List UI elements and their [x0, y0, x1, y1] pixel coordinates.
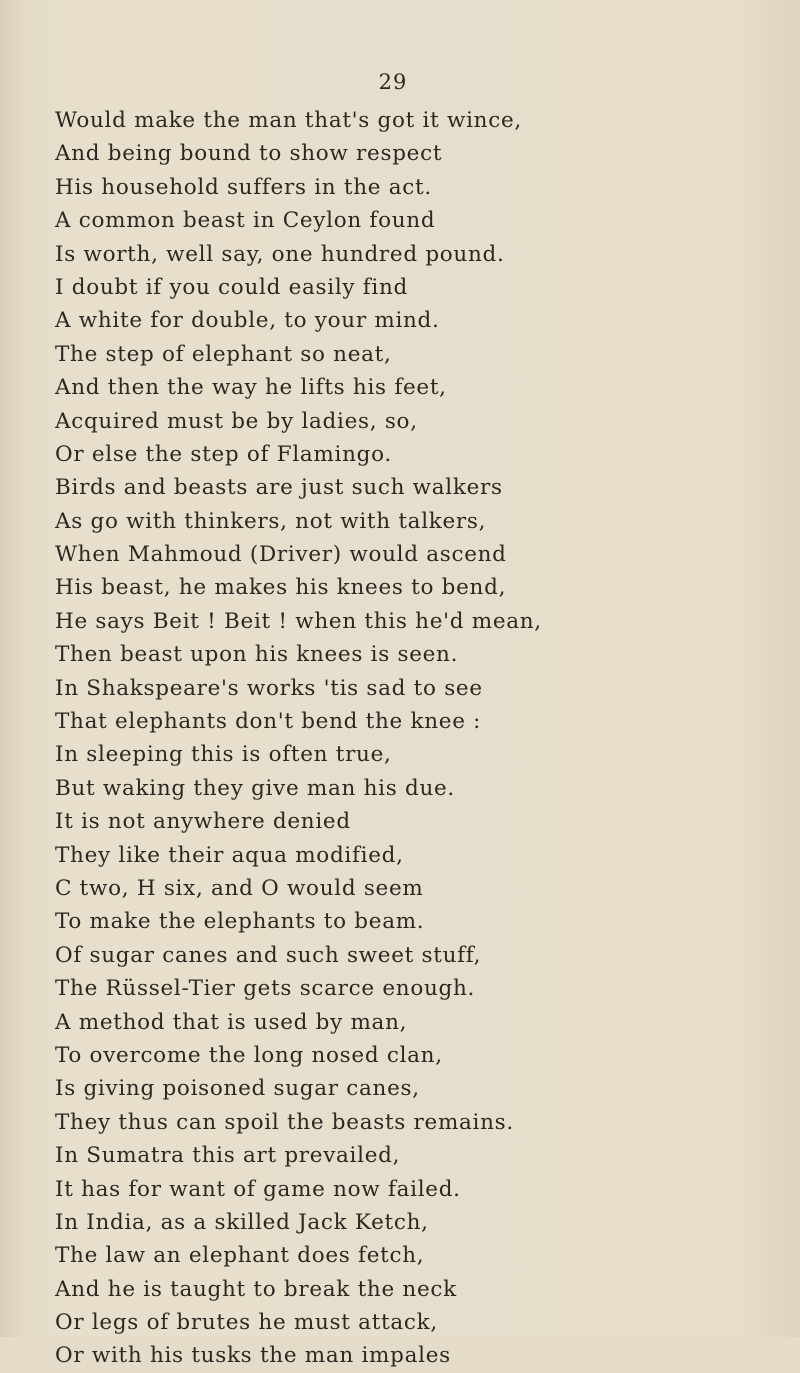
poem-line: Acquired must be by ladies, so, [55, 408, 418, 434]
poem-line: I doubt if you could easily find [55, 274, 409, 300]
poem-line: Is giving poisoned sugar canes, [55, 1076, 420, 1102]
poem-line: Would make the man that's got it wince, [55, 108, 522, 133]
poem-line: Then beast upon his knees is seen. [55, 642, 459, 668]
poem-line: And then the way he lifts his feet, [55, 375, 447, 401]
poem-line: They like their aqua modified, [55, 842, 404, 868]
poem-line: It is not anywhere denied [55, 809, 351, 835]
poem-line: It has for want of game now failed. [55, 1176, 461, 1202]
poem-line: But waking they give man his due. [55, 775, 455, 801]
poem-line: His household suffers in the act. [55, 174, 432, 200]
poem-line: To overcome the long nosed clan, [55, 1042, 443, 1068]
poem-line: C two, H six, and O would seem [55, 875, 424, 901]
poem-line: To make the elephants to beam. [55, 909, 425, 935]
poem-line: The Rüssel-Tier gets scarce enough. [55, 976, 476, 1002]
poem-line: Is worth, well say, one hundred pound. [55, 241, 505, 267]
poem-line: His beast, he makes his knees to bend, [55, 575, 507, 601]
poem-line: A method that is used by man, [55, 1009, 408, 1035]
poem-line: In India, as a skilled Jack Ketch, [55, 1209, 429, 1235]
page-number: 29 [378, 70, 408, 94]
poem-text [55, 104, 795, 1373]
poem-line: As go with thinkers, not with talkers, [55, 508, 487, 534]
poem-line: He says Beit ! Beit ! when this he'd mean, [55, 608, 542, 634]
poem-line: Or else the step of Flamingo. [55, 441, 392, 467]
poem-line: A white for double, to your mind. [55, 308, 440, 334]
poem-line: Or legs of brutes he must attack, [55, 1310, 438, 1336]
poem-line: In Sumatra this art prevailed, [55, 1143, 401, 1169]
poem-line: Of sugar canes and such sweet stuff, [55, 942, 482, 968]
poem-line: They thus can spoil the beasts remains. [55, 1109, 514, 1135]
poem-line: When Mahmoud (Driver) would ascend [55, 542, 507, 568]
poem-line: The law an elephant does fetch, [55, 1243, 425, 1269]
poem-line: And being bound to show respect [55, 141, 443, 167]
poem-line: Birds and beasts are just such walkers [55, 475, 503, 501]
poem-line: In sleeping this is often true, [55, 742, 392, 768]
poem-line: A common beast in Ceylon found [55, 208, 436, 234]
poem-line: And he is taught to break the neck [55, 1276, 457, 1302]
poem-line: Or with his tusks the man impales [55, 1343, 451, 1369]
poem-line: The step of elephant so neat, [55, 341, 392, 367]
poem-line: In Shakspeare's works 'tis sad to see [55, 675, 483, 701]
poem-line: That elephants don't bend the knee : [55, 709, 482, 735]
